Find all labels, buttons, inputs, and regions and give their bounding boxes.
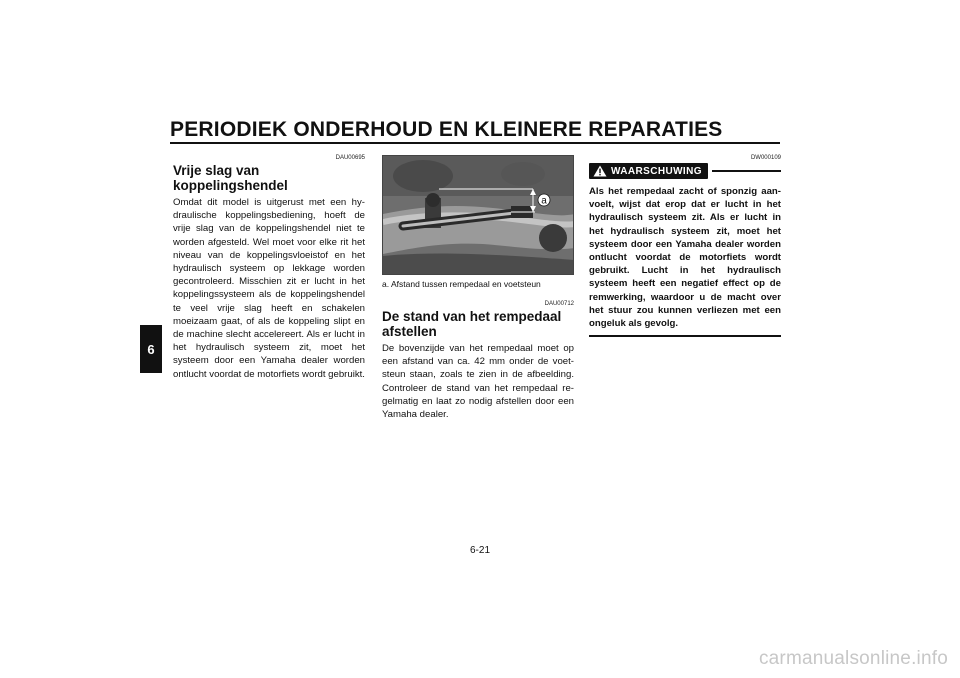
figure-callout-a: a <box>541 195 547 207</box>
warning-rule <box>712 170 781 172</box>
section-heading-clutch: Vrije slag van koppelingshendel <box>173 163 288 193</box>
section-body-clutch: Omdat dit model is uitgerust met een hydraulische koppelingsbediening, hoeft de vrije slag van de koppelingshendel niet te worden afgesteld. Wel moet voor elke rit het niveau van de koppelingsvloeistof en het hydraulisch systeem op lekkage worden gecontroleerd. Misschien zit er lucht in het koppelingssysteem als de koppelingshendel te veel vrije slag heeft en schakelen moeizaam gaat, of als de koppeling slipt en de machine slecht accelereert. Als er lucht in het hydraulisch systeem zit, moet het systeem door een Yamaha dealer worden ontlucht voordat de motorfiets wordt gebruikt. <box>173 197 365 380</box>
figure-caption: a. Afstand tussen rempedaal en voetsteun <box>382 279 541 289</box>
column-right <box>589 155 781 337</box>
page-title: PERIODIEK ONDERHOUD EN KLEINERE REPARATIES <box>170 118 723 141</box>
chapter-tab: 6 <box>140 325 162 373</box>
brake-pedal-photo <box>382 155 574 275</box>
section-body-pedal: De bovenzijde van het rempedaal moet op een afstand van ca. 42 mm onder de voetsteun staan, zoals te zien in de afbeelding. Controleer de stand van het rempedaal regelmatig en laat zo nodig afstellen door een Yamaha dealer. <box>382 343 574 421</box>
warning-label: WAARSCHUWING <box>611 165 702 177</box>
section-code: DAU00695 <box>335 155 365 161</box>
column-middle <box>382 155 574 421</box>
page-number: 6-21 <box>469 545 490 556</box>
title-rule <box>170 142 780 144</box>
column-left <box>173 155 365 381</box>
section-code: DAU00712 <box>544 301 574 307</box>
warning-badge <box>589 163 708 179</box>
warning-body: Als het rempedaal zacht of sponzig aanvoelt, wijst dat erop dat er lucht in het hydraulisch systeem zit. Als er lucht in het hydraulisch systeem zit, moet het systeem door een Yamaha dealer worden ontlucht voordat de motorfiets wordt gebruikt. Lucht in het hydraulisch systeem heeft een negatief effect op de remwerking, waardoor u de macht over het stuur zou kunnen verliezen met een ongeluk als gevolg. <box>589 186 781 330</box>
warning-code: DW000109 <box>750 155 781 161</box>
warning-header <box>589 163 781 179</box>
section-heading-pedal: De stand van het rempedaal afstellen <box>382 309 562 339</box>
warning-triangle-icon <box>593 165 607 177</box>
warning-end-rule <box>589 335 781 337</box>
brake-pedal-photo-illustration <box>383 156 574 275</box>
watermark: carmanualsonline.info <box>758 648 948 669</box>
